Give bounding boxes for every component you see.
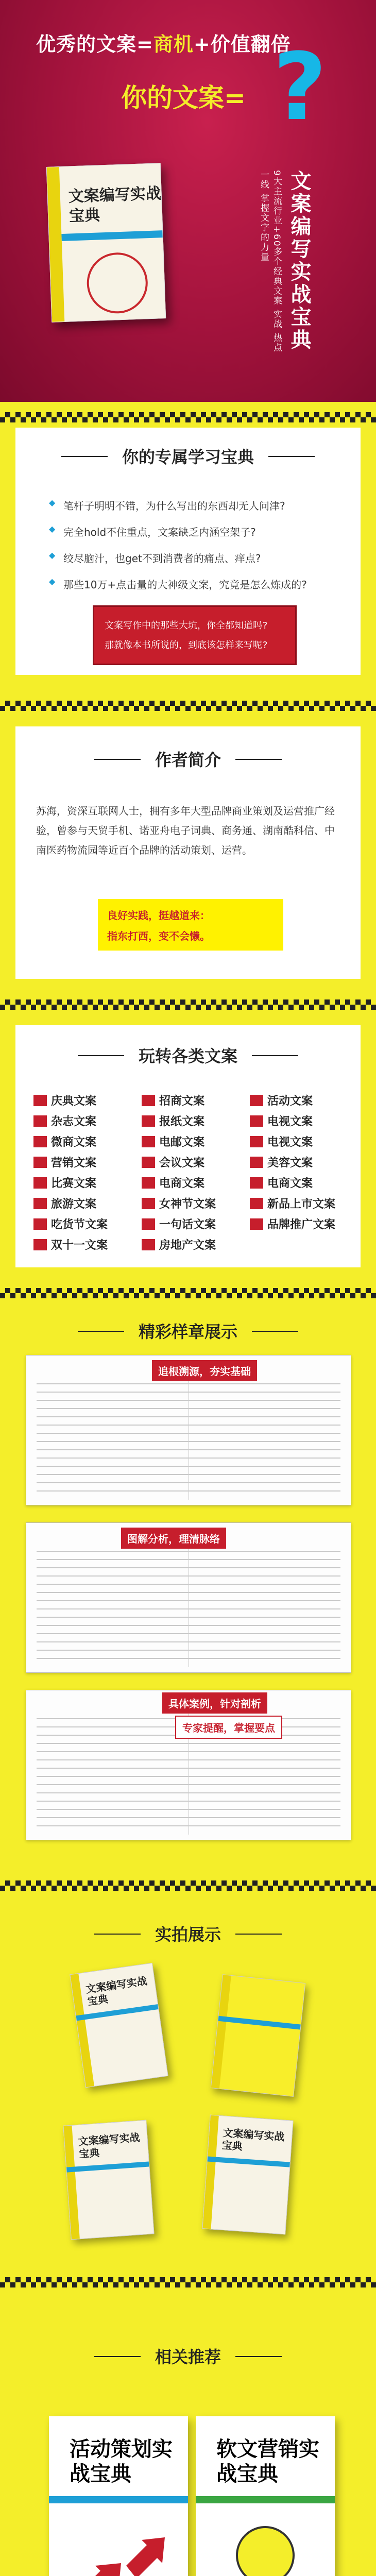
box-icon	[250, 1177, 263, 1189]
sample-tag-4: 专家提醒，掌握要点	[175, 1716, 282, 1739]
box-icon	[250, 1115, 263, 1127]
question-mark-icon: ?	[273, 33, 327, 141]
benefit-item: ◆ 完全hold不住重点，文案缺乏内涵空架子?	[49, 524, 376, 539]
author-bio: 苏海，资深互联网人士，拥有多年大型品牌商业策划及运营推广经验，曾参与天贸手机、诺亚舟电子词典、商务通、湖南酷科信、中南医药物流园等近百个品牌的活动策划、运营。	[36, 805, 335, 856]
box-icon	[250, 1136, 263, 1147]
box-icon	[142, 1198, 155, 1209]
photo-book-3	[63, 2120, 154, 2240]
hero-headline-pre: 优秀的文案=	[36, 33, 153, 56]
box-icon	[33, 1115, 47, 1127]
category-label: 旅游文案	[51, 1198, 97, 1211]
box-icon	[142, 1157, 155, 1168]
hero-book-cover	[46, 163, 166, 323]
category-label: 电邮文案	[159, 1136, 205, 1149]
checker-divider	[0, 412, 376, 422]
motto-line-2: 指东打西，变不会懒。	[107, 930, 210, 942]
category-item	[33, 1216, 108, 1232]
box-icon	[142, 1218, 155, 1230]
photo-book-title: 文案编写实战宝典	[84, 1974, 148, 2008]
category-item	[250, 1133, 313, 1149]
category-item	[33, 1092, 96, 1108]
book-spine	[47, 167, 64, 322]
category-item	[33, 1113, 96, 1129]
photo-book-2	[211, 1974, 305, 2097]
category-label: 电商文案	[267, 1177, 313, 1190]
category-label: 新品上市文案	[267, 1198, 336, 1211]
category-label: 一句话文案	[159, 1218, 216, 1231]
box-icon	[33, 1157, 47, 1168]
category-item	[142, 1154, 204, 1170]
category-label: 比赛文案	[51, 1177, 97, 1190]
category-label: 电商文案	[159, 1177, 205, 1190]
box-icon	[142, 1115, 155, 1127]
tree-illustration-icon	[86, 251, 149, 314]
benefits-title: 你的专属学习宝典	[108, 444, 268, 468]
category-label: 电视文案	[267, 1136, 313, 1149]
recommend-book-2-title: 软文营销实战宝典	[216, 2437, 319, 2486]
photo-book-title: 文案编写实战宝典	[221, 2126, 285, 2153]
sample-tag-2: 图解分析，理清脉络	[121, 1528, 226, 1549]
category-item	[33, 1175, 96, 1191]
category-item	[250, 1175, 313, 1191]
category-label: 电视文案	[267, 1115, 313, 1128]
box-icon	[33, 1177, 47, 1189]
box-icon	[250, 1157, 263, 1168]
author-motto	[98, 899, 283, 951]
category-label: 会议文案	[159, 1157, 205, 1170]
benefits-list	[28, 498, 376, 603]
box-icon	[250, 1095, 263, 1106]
category-label: 吃货节文案	[51, 1218, 108, 1231]
hero-subheadline: 你的文案=	[121, 83, 246, 113]
box-icon	[142, 1095, 155, 1106]
category-item	[250, 1154, 313, 1170]
quote-line-1: 文案写作中的那些大坑，你全都知道吗?	[105, 620, 268, 631]
hero-side-title: 文案编写实战宝典	[287, 170, 312, 351]
category-item	[142, 1133, 204, 1149]
checker-divider	[0, 701, 376, 711]
hero-headline-post: +价值翻倍	[193, 33, 291, 56]
samples-title: 精彩样章展示	[124, 1319, 252, 1343]
checker-divider	[0, 1288, 376, 1298]
box-icon	[250, 1198, 263, 1209]
category-item	[33, 1154, 96, 1170]
category-item	[142, 1216, 216, 1232]
category-item	[250, 1195, 335, 1211]
photo-book-4	[202, 2115, 293, 2235]
sample-tag-1: 追根溯源，夯实基础	[152, 1360, 257, 1381]
checker-divider	[0, 999, 376, 1010]
hero-banner	[0, 0, 376, 402]
hero-headline-mid: 商机	[153, 33, 194, 56]
arrows-illustration-icon	[70, 2514, 167, 2576]
recommend-book-1-title: 活动策划实战宝典	[70, 2437, 173, 2486]
recommend-book-1	[49, 2416, 188, 2576]
category-item	[33, 1195, 96, 1211]
box-icon	[33, 1136, 47, 1147]
checker-divider	[0, 1880, 376, 1891]
category-label: 杂志文案	[51, 1115, 97, 1128]
category-label: 房地产文案	[159, 1239, 216, 1252]
recommend-title: 相关推荐	[141, 2344, 235, 2368]
benefit-item: ◆ 笔杆子明明不错，为什么写出的东西却无人问津?	[49, 498, 376, 513]
category-label: 品牌推广文案	[267, 1218, 336, 1231]
category-item	[250, 1092, 313, 1108]
box-icon	[33, 1198, 47, 1209]
category-item	[142, 1236, 216, 1252]
photo-book-title: 文案编写实战宝典	[77, 2131, 141, 2160]
quote-line-2: 那就像本书所说的，到底该怎样来写呢?	[105, 640, 268, 651]
quote-box	[93, 605, 297, 665]
category-label: 庆典文案	[51, 1095, 97, 1108]
category-label: 招商文案	[159, 1095, 205, 1108]
category-item	[142, 1195, 216, 1211]
author-title: 作者简介	[141, 747, 235, 771]
category-item	[250, 1113, 313, 1129]
category-label: 美容文案	[267, 1157, 313, 1170]
category-label: 双十一文案	[51, 1239, 108, 1252]
category-item	[33, 1236, 108, 1252]
category-item	[33, 1133, 96, 1149]
checker-divider	[0, 2277, 376, 2287]
category-item	[142, 1092, 204, 1108]
box-icon	[142, 1177, 155, 1189]
box-icon	[142, 1239, 155, 1250]
book-band	[61, 230, 162, 241]
photos-panel	[15, 1906, 361, 2257]
box-icon	[142, 1136, 155, 1147]
category-label: 报纸文案	[159, 1115, 205, 1128]
category-label: 微商文案	[51, 1136, 97, 1149]
hero-side-subtitle: 9大主流行业+60多个经典文案 实战 热点一线 掌握文字的力量	[259, 170, 282, 353]
category-label: 女神节文案	[159, 1198, 216, 1211]
box-icon	[33, 1218, 47, 1230]
category-label: 活动文案	[267, 1095, 313, 1108]
category-label: 营销文案	[51, 1157, 97, 1170]
bulb-illustration-icon	[216, 2514, 314, 2576]
photo-book-1	[70, 1963, 168, 2088]
box-icon	[33, 1095, 47, 1106]
box-icon	[250, 1218, 263, 1230]
benefit-item: ◆ 绞尽脑汁，也get不到消费者的痛点、痒点?	[49, 550, 376, 565]
benefit-item: ◆ 那些10万+点击量的大神级文案，究竟是怎么炼成的?	[49, 577, 376, 591]
motto-line-1: 良好实践，挺越道来：	[107, 909, 210, 922]
category-item	[142, 1175, 204, 1191]
recommend-book-2	[196, 2416, 335, 2576]
sample-tag-3: 具体案例，针对剖析	[162, 1692, 267, 1714]
hero-book-title: 文案编写实战宝典	[68, 184, 162, 226]
category-item	[142, 1113, 204, 1129]
hero-side-text	[258, 170, 314, 355]
box-icon	[33, 1239, 47, 1250]
hero-headline	[36, 28, 291, 57]
photos-title: 实拍展示	[141, 1922, 235, 1945]
category-item	[250, 1216, 335, 1232]
categories-title: 玩转各类文案	[124, 1043, 252, 1067]
